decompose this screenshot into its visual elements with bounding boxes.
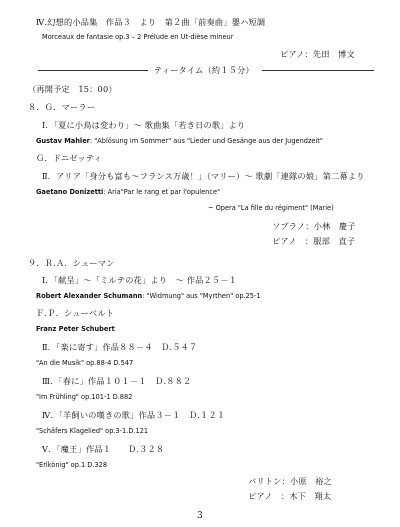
schubert-4-jp: Ⅳ．「羊飼いの嘆きの歌」作品３－１ Ｄ.１２１: [42, 410, 226, 420]
schubert-3-jp: Ⅲ．「春に」作品１０１－１ Ｄ.８８２: [42, 376, 192, 386]
performer-baritone: バリトン：小原 裕之: [248, 476, 332, 486]
donizetti-heading: Ｇ．ドニゼッティ: [36, 153, 102, 163]
schumann-work-en: : "Widmung" aus "Myrthen" op.25-1: [142, 292, 261, 300]
schubert-4-en: "Schäfers Klagelied" op.3-1.D.121: [36, 427, 149, 435]
piece-title-jp: Ⅳ.幻想的小品集 作品３ より 第２曲「前奏曲」嬰ハ短調: [36, 17, 266, 27]
schubert-3-en: "Im Frühling" op.101-1 D.882: [36, 393, 133, 401]
schubert-2-jp: Ⅱ．「楽に寄す」作品８８－４ Ｄ.５４７: [42, 342, 198, 352]
divider-right: [262, 70, 374, 71]
mahler-title-jp: Ⅰ．「夏に小鳥は変わり」～ 歌曲集「若き日の歌」より: [42, 120, 246, 130]
donizetti-title-jp: Ⅱ．アリア「身分も富も～フランス万歳！」（マリー）～ 歌劇「連隊の娘」第二幕より: [42, 171, 365, 181]
section-8-heading: ８．Ｇ．マーラー: [28, 102, 96, 112]
mahler-composer-en: Gustav Mahler: [36, 137, 90, 145]
section-9-heading: ９．Ｒ.Ａ．シューマン: [28, 258, 115, 268]
schumann-title-en: [36, 293, 261, 300]
schumann-composer-en: Robert Alexander Schumann: [36, 292, 143, 300]
performer-piano-9: ピアノ ：木下 翔太: [248, 491, 332, 501]
performer-soprano: ソプラノ：小林 慶子: [272, 221, 356, 231]
page-number: 3: [197, 511, 203, 521]
schumann-title-jp: Ⅰ．「献呈」～「ミルテの花」より ～ 作品２５－１: [42, 275, 238, 285]
donizetti-opera-en: ~ Opera "La fille du régiment" (Marie): [208, 204, 334, 212]
performer-piano: ピアノ：先田 博文: [280, 49, 355, 59]
donizetti-title-en: [36, 189, 220, 196]
performer-piano-8: ピアノ ：服部 直子: [272, 236, 356, 246]
donizetti-work-en: : Aria"Par le rang et par l'opulence": [103, 188, 221, 196]
schubert-5-en: "Erlkönig" op.1 D.328: [36, 461, 108, 469]
schubert-2-en: "An die Musik" op.88-4 D.547: [36, 359, 134, 367]
schubert-5-jp: Ⅴ．「魔王」作品１ Ｄ.３２８: [42, 444, 165, 454]
donizetti-composer-en: Gaetano Donizetti: [36, 188, 104, 196]
schubert-name-en: Franz Peter Schubert: [36, 325, 115, 333]
teatime-label: ティータイム（約１５分）: [154, 65, 254, 75]
mahler-title-en: [36, 138, 323, 145]
divider-left: [38, 70, 148, 71]
resume-time: （再開予定 15：00）: [28, 84, 117, 94]
mahler-work-en: : "Ablösung im Sommer" aus "Lieder und Gesänge aus der Jugendzeit": [89, 137, 323, 145]
schubert-heading: Ｆ.Ｐ．シューベルト: [36, 308, 115, 318]
piece-title-en: Morceaux de fantasie op.3 – 2 Prélude en Ut-dièse mineur: [42, 33, 234, 41]
